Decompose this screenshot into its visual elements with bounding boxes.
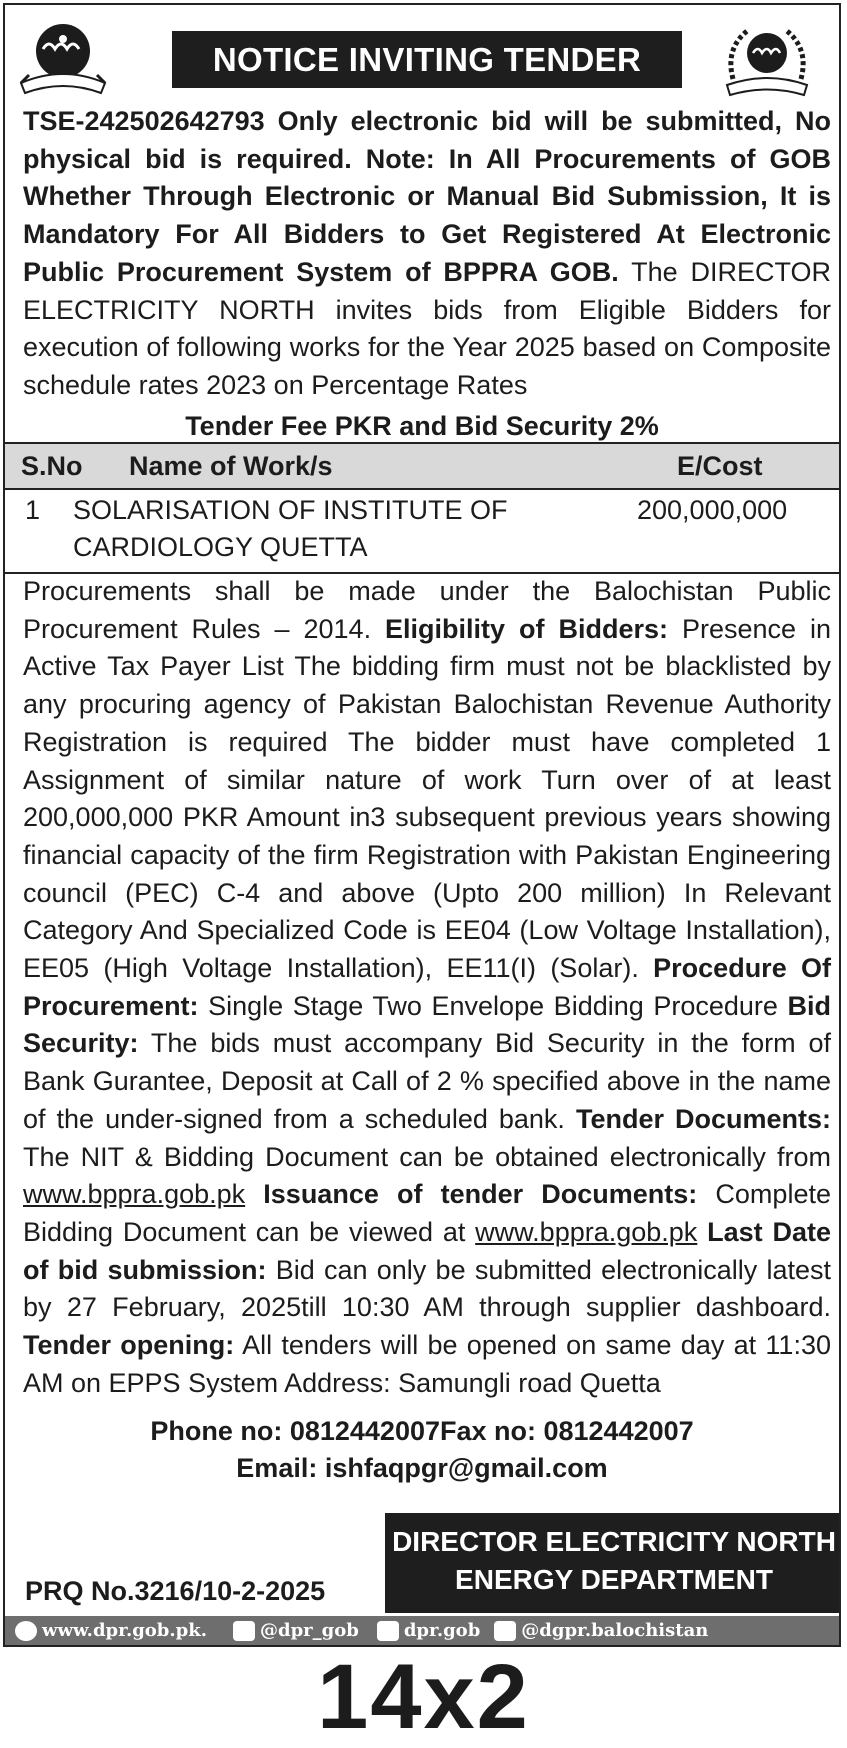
footer-website[interactable]: www.dpr.gob.pk. (42, 1620, 207, 1641)
balochistan-emblem-left-icon (15, 19, 111, 101)
tender-fee-line: Tender Fee PKR and Bid Security 2% (185, 411, 659, 441)
intro-text: The DIRECTOR ELECTRICITY NORTH invites bids from Eligible Bidders for execution of following works for the Year 2025 based on Composite schedule rates 2023 on Percentage Rates (23, 256, 831, 400)
row-cost: 200,000,000 (637, 495, 788, 525)
terms-text: The NIT & Bidding Document can be obtained electronically from (23, 1141, 831, 1172)
tender-documents-heading: Tender Documents: (575, 1103, 831, 1134)
table-row (5, 490, 839, 570)
footer-facebook[interactable]: @dgpr.balochistan (521, 1620, 709, 1641)
intro-paragraph (23, 103, 831, 408)
tender-notice (3, 3, 841, 1647)
ad-size-tag: 14x2 (317, 1646, 530, 1748)
tender-opening-heading: Tender opening: (23, 1330, 235, 1361)
contact-block (5, 1413, 839, 1487)
header-name-of-work: Name of Work/s (129, 451, 333, 481)
header-sno: S.No (21, 451, 83, 481)
terms-text (697, 1217, 707, 1247)
footer-instagram[interactable]: dpr.gob (403, 1620, 481, 1641)
row-work-name-line2: CARDIOLOGY QUETTA (73, 532, 368, 562)
terms-text: Presence in Active Tax Payer List The bidding firm must not be blacklisted by any procuring agency of Pakistan Balochistan Revenue Authority Registration is required The bidder must have completed 1 Assignment of similar nature of work Turn over of at least 200,000,000 PKR Amount in3 subsequent previous years showing financial capacity of the firm Registration with Pakistan Engineering council (PEC) C-4 and above (Upto 200 million) In Relevant Category And Specialized Code is EE04 (Low Voltage Installation), EE05 (High Voltage Installation), EE11(I) (Solar). (23, 613, 832, 984)
works-table (5, 442, 839, 574)
terms-text: Single Stage Two Envelope Bidding Procedure (198, 990, 788, 1021)
signatory-box (385, 1513, 841, 1613)
globe-icon (15, 1621, 37, 1641)
intro-bold-lead: TSE-242502642793 Only electronic bid will be submitted, No physical bid is required. Note: In All Procurements of GOB Whether Through Electronic or Manual Bid Submission, It is Mandatory For All Bidders to Get Registered At Electronic Public Procurement System of BPPRA GOB. (23, 106, 831, 287)
terms-text: All tenders will be opened on same day at 11:30 AM on EPPS System Address: Samungli road Quetta (23, 1330, 831, 1398)
balochistan-emblem-right-icon (719, 19, 815, 101)
facebook-icon (494, 1621, 516, 1641)
row-sno: 1 (25, 495, 41, 525)
bppra-link[interactable]: www.bppra.gob.pk (23, 1179, 246, 1210)
prq-number: PRQ No.3216/10-2-2025 (25, 1576, 326, 1606)
eligibility-heading: Eligibility of Bidders: (385, 613, 668, 644)
last-date-heading: Last Date of bid submission: (23, 1216, 831, 1285)
bid-security-heading: Bid Security: (23, 990, 831, 1059)
terms-text: Bid can only be submitted electronically latest by 27 February, 2025till 10:30 AM through supplier dashboard. (23, 1254, 831, 1323)
terms-text (245, 1179, 263, 1209)
terms-text: Procurements shall be made under the Balochistan Public Procurement Rules – 2014. (23, 576, 831, 644)
twitter-icon (233, 1621, 255, 1641)
footer-twitter[interactable]: @dpr_gob (259, 1620, 359, 1641)
terms-paragraph (23, 573, 831, 1413)
phone-fax-line: Phone no: 0812442007Fax no: 0812442007 (150, 1416, 694, 1446)
instagram-icon (377, 1621, 399, 1641)
table-header-row (5, 444, 839, 490)
procedure-heading: Procedure Of Procurement: (23, 953, 832, 1021)
terms-text: Complete Bidding Document can be viewed at (23, 1179, 831, 1247)
notice-title: NOTICE INVITING TENDER (172, 31, 682, 88)
signatory-title: DIRECTOR ELECTRICITY NORTH (392, 1526, 836, 1557)
row-work-name-line1: SOLARISATION OF INSTITUTE OF (73, 495, 508, 525)
issuance-heading: Issuance of tender Documents: (263, 1179, 698, 1210)
header-estimated-cost: E/Cost (677, 451, 763, 481)
bppra-link[interactable]: www.bppra.gob.pk (475, 1216, 698, 1247)
email-line: Email: ishfaqpgr@gmail.com (236, 1453, 608, 1483)
signatory-department: ENERGY DEPARTMENT (455, 1564, 773, 1595)
terms-text: The bids must accompany Bid Security in the form of Bank Gurantee, Deposit at Call of 2 % specified above in the name of the under-signed from a scheduled bank. (23, 1028, 831, 1134)
footer-bar (5, 1616, 839, 1645)
